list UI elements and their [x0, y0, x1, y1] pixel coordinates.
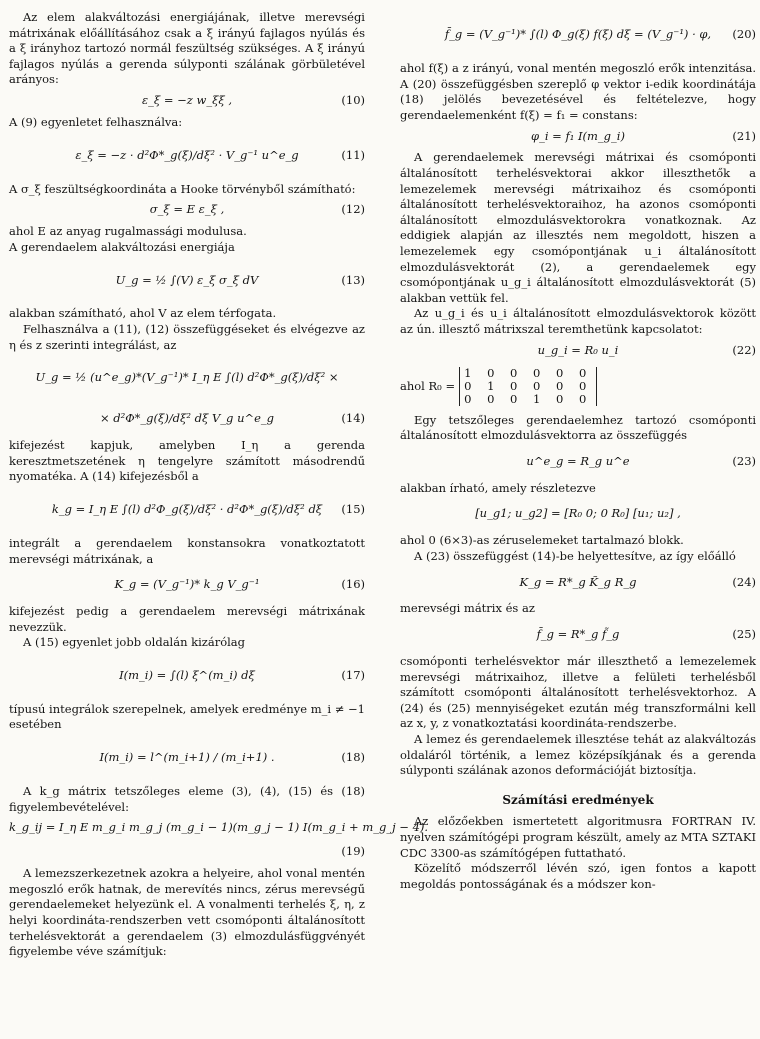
paragraph: típusú integrálok szerepelnek, amelyek eredménye m_i ≠ −1 esetében — [9, 701, 365, 732]
equation-21 — [400, 126, 756, 146]
equation-15 — [9, 488, 365, 532]
equation-14a — [9, 356, 365, 400]
paragraph: A (15) egyenlet jobb oldalán kizárólag — [23, 635, 246, 650]
equation-number: (20) — [732, 27, 756, 42]
paragraph: kifejezést kapjuk, amelyben I_η a gerenda keresztmetszetének η tengelyre számított másodrendű nyomatéka. A (14) kifejezésből a — [9, 438, 365, 484]
matrix-r0 — [400, 365, 756, 409]
equation-number: (17) — [341, 668, 365, 683]
equation-10 — [9, 91, 365, 111]
paragraph: Az elem alakváltozási energiájának, illetve merevségi mátrixának előállításához csak a ξ irányú fajlagos nyúlás és a ξ irányhoz tartozó normál feszültség szükséges. A ξ irányú fajlagos nyúlás a gerenda súlyponti szálának görbületével arányos: — [9, 10, 365, 87]
paragraph: A (9) egyenletet felhasználva: — [9, 114, 183, 129]
equation-text: f̄_g = R*_g f̃_g — [536, 627, 620, 642]
equation-text: k_g_ij = I_η E m_g_i m_g_j (m_g_i − 1)(m_g_j − 1) I(m_g_i + m_g_j − 4). — [9, 820, 429, 835]
equation-number: (10) — [341, 93, 365, 108]
equation-17 — [9, 654, 365, 698]
equation-text: K_g = (V_g⁻¹)* k_g V_g⁻¹ — [114, 577, 260, 592]
paragraph: alakban írható, amely részletezve — [400, 480, 596, 495]
section-heading: Számítási eredmények — [502, 792, 654, 807]
paragraph: ahol f(ξ) a z irányú, vonal mentén megoszló erők intenzitása. A (20) összefüggésben szereplő φ vektor i-edik koordinátája (18) jelölés bevezetésével és feltételezve, hogy gerendaelemenként f(ξ) = f₁ = constans: — [400, 61, 756, 122]
equation-23 — [400, 447, 756, 477]
equation-number: (21) — [732, 128, 756, 143]
paragraph: kifejezést pedig a gerendaelem merevségi mátrixának nevezzük. — [9, 604, 365, 634]
equation-text: ε_ξ = −z · d²Φ*_g(ξ)/dξ² · V_g⁻¹ u^e_g — [75, 147, 299, 162]
equation-25 — [400, 620, 756, 650]
equation-number: (15) — [341, 502, 365, 517]
equation-text: [u_g1; u_g2] = [R₀ 0; 0 R₀] [u₁; u₂] , — [475, 506, 681, 521]
paragraph: integrált a gerendaelem konstansokra vonatkoztatott merevségi mátrixának, a — [9, 535, 365, 566]
equation-number: (11) — [341, 147, 365, 162]
equation-text: ε_ξ = −z w_ξξ , — [141, 93, 233, 108]
paragraph: A lemez és gerendaelemek illesztése tehát az alakváltozás oldaláról történik, a lemez középsíkjának és a gerenda súlyponti szálának azonos deformációját biztosítja. — [400, 732, 756, 778]
equation-number: (16) — [341, 577, 365, 592]
equation-number: (22) — [732, 342, 756, 357]
equation-text: U_g = ½ ∫(V) ε_ξ σ_ξ dV — [115, 272, 259, 287]
equation-number: (18) — [341, 750, 365, 765]
equation-text: u_g_i = R₀ u_i — [537, 342, 619, 357]
paragraph: Felhasználva a (11), (12) összefüggéseket és elvégezve az η és z szerinti integrálást, az — [9, 321, 365, 352]
equation-number: (14) — [341, 411, 365, 426]
equation-text: φ_i = f₁ I(m_g_i) — [531, 128, 625, 143]
equation-number: (12) — [341, 202, 365, 217]
paragraph: A gerendaelemek merevségi mátrixai és csomóponti általánosított terhelésvektorai akkor illeszthetők a lemezelemek merevségi mátrixaihoz és csomóponti általánosított terhelésvektoraihoz, ha azonos csomóponti általánosított elmozdulásvektorokra vonatkoznak. Az eddigiek alapján az illesztés nem megoldott, hiszen a lemezelemek egy csomópontjának u_i általánosított elmozdulásvektorát (2), a gerendaelemek egy csomópontjának u_g_i általánosított elmozdulásvektorát (5) alakban vettük fel. — [400, 150, 756, 305]
equation-11 — [9, 134, 365, 178]
paragraph: A k_g mátrix tetszőleges eleme (3), (4), (15) és (18) figyelembevételével: — [9, 784, 365, 814]
equation-16 — [9, 570, 365, 600]
equation-23-detail — [400, 499, 756, 529]
equation-text: K_g = R*_g K̃_g R_g — [519, 574, 637, 589]
paragraph: A lemezszerkezetnek azokra a helyeire, ahol vonal mentén megoszló erők hatnak, de merevítés nincs, zérus merevségű gerendaelemeket helyezünk el. A vonalmenti terhelés ξ, η, z helyi koordináta-rendszerben vett csomóponti általánosított terhelésvektorát a gerendaelem (3) elmozdulásfüggvényét figyelembe véve számítjuk: — [9, 866, 365, 959]
matrix-row: 1 0 0 0 0 0 — [464, 366, 593, 380]
paragraph: Az u_g_i és u_i általánosított elmozdulásvektorok között az ún. illesztő mátrixszal teremthetünk kapcsolatot: — [400, 306, 756, 336]
equation-13 — [9, 258, 365, 302]
equation-19-number-row — [9, 842, 365, 862]
equation-text: u^e_g = R_g u^e — [526, 453, 630, 468]
paragraph: ahol E az anyag rugalmassági modulusa. — [9, 224, 247, 239]
paragraph: csomóponti terhelésvektor már illeszthető a lemezelemek merevségi mátrixaihoz, illetve a felületi terhelésből számított csomóponti általánosított terhelésvektorhoz. A (24) és (25) mennyiségeket ezután még transzformálni kell az x, y, z vonatkoztatási koordináta-rendszerbe. — [400, 654, 756, 731]
right-column — [400, 10, 756, 892]
equation-24 — [400, 567, 756, 597]
equation-text: × d²Φ*_g(ξ)/dξ² dξ V_g u^e_g — [99, 411, 275, 426]
paragraph: Közelítő módszerről lévén szó, igen fontos a kapott megoldás pontosságának és a módszer kon- — [400, 861, 756, 891]
equation-number: (23) — [732, 453, 756, 468]
matrix-row: 0 1 0 0 0 0 — [464, 379, 593, 393]
equation-12 — [9, 200, 365, 220]
equation-text: I(m_i) = ∫(l) ξ^(m_i) dξ — [119, 668, 255, 683]
equation-text: U_g = ½ (u^e_g)*(V_g⁻¹)* I_η E ∫(l) d²Φ*_g(ξ)/dξ² × — [35, 370, 339, 385]
paragraph: Az előzőekben ismertetett algoritmusra FORTRAN IV. nyelven számítógépi program készült, amely az MTA SZTAKI CDC 3300-as számítógépen futtatható. — [400, 814, 756, 860]
paragraph: alakban számítható, ahol V az elem térfogata. — [9, 306, 277, 321]
paragraph: A (23) összefüggést (14)-be helyettesítve, az így előálló — [414, 548, 736, 563]
equation-text: k_g = I_η E ∫(l) d²Φ_g(ξ)/dξ² · d²Φ*_g(ξ)/dξ² dξ — [51, 502, 323, 517]
paragraph: ahol 0 (6×3)-as zéruselemeket tartalmazó blokk. — [400, 533, 684, 548]
matrix-row: 0 0 0 1 0 0 — [464, 392, 593, 406]
equation-22 — [400, 341, 756, 361]
paragraph: A gerendaelem alakváltozási energiája — [9, 239, 235, 254]
equation-number: (24) — [732, 574, 756, 589]
equation-number: (13) — [341, 272, 365, 287]
equation-text: σ_ξ = E ε_ξ , — [149, 202, 225, 217]
paragraph: A σ_ξ feszültségkoordináta a Hooke törvényből számítható: — [9, 181, 356, 196]
paragraph: Egy tetszőleges gerendaelemhez tartozó csomóponti általánosított elmozdulásvektorra az összefüggés — [400, 412, 756, 443]
equation-19 — [9, 818, 429, 838]
equation-text: I(m_i) = l^(m_i+1) / (m_i+1) . — [99, 750, 275, 765]
equation-text: f̄_g = (V_g⁻¹)* ∫(l) Φ_g(ξ) f(ξ) dξ = (V_g⁻¹) · φ, — [444, 27, 712, 42]
equation-18 — [9, 736, 365, 780]
paragraph: merevségi mátrix és az — [400, 601, 535, 616]
matrix — [459, 367, 597, 406]
matrix-label: ahol R₀ = — [400, 378, 456, 393]
equation-20 — [400, 13, 756, 57]
equation-number: (19) — [341, 844, 365, 859]
equation-14b — [9, 404, 365, 434]
equation-number: (25) — [732, 627, 756, 642]
